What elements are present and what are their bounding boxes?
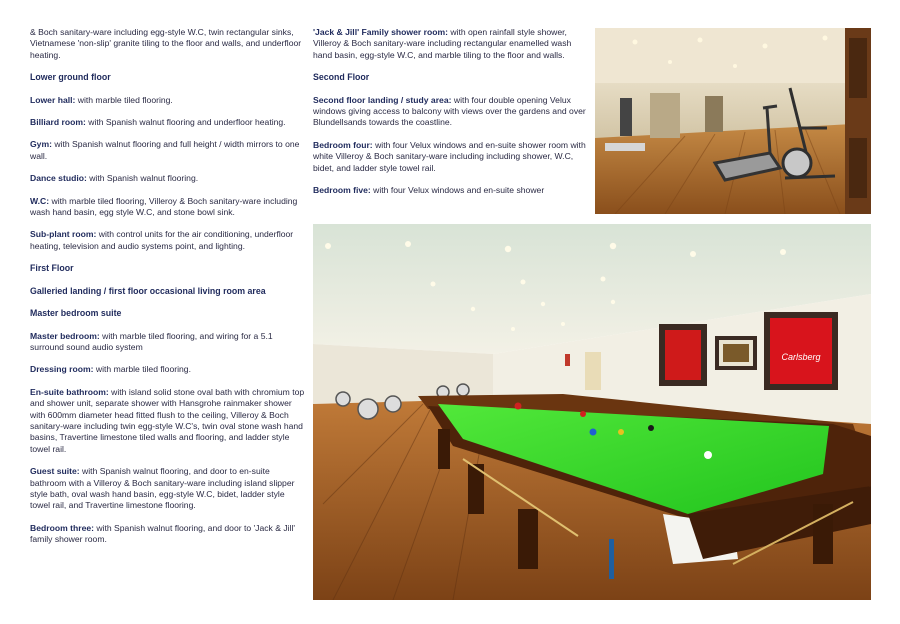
ensuite-text: with island solid stone oval bath with chromium top and shower unit, separate shower with Hansgrohe rainmaker shower with 600mm diameter head fitted flush to the ceiling, Villeroy & Boch sanitary-ware including twin egg-style W.C's, twin oval stone wash hand basins, Travertine limestone tiled walls and flooring, and ladder style towel rail.	[30, 386, 305, 454]
gym-label: Gym:	[30, 139, 52, 150]
jersey-sponsor-text: Carlsberg	[781, 352, 821, 362]
bedroom-five-label: Bedroom five:	[313, 185, 371, 196]
billiard-text: with Spanish walnut flooring and underfloor heating.	[85, 117, 286, 128]
guest-paragraph	[30, 466, 306, 512]
landing-text: with four double opening Velux windows giving access to balcony with views over the gardens and over Blundellsands towards the coastline.	[313, 94, 586, 128]
billiard-paragraph	[30, 117, 306, 128]
bedroom-three-text: with Spanish walnut flooring, and door to 'Jack & Jill' family shower room.	[30, 522, 296, 545]
jack-jill-paragraph	[313, 27, 587, 61]
bedroom-three-label: Bedroom three:	[30, 522, 94, 533]
ensuite-paragraph	[30, 387, 306, 455]
master-bedroom-text: with marble tiled flooring, and wiring for a 5.1 surround sound audio system	[30, 330, 273, 352]
wc-label: W.C:	[30, 195, 50, 206]
dance-paragraph	[30, 173, 306, 184]
master-bedroom-paragraph	[30, 331, 306, 354]
gym-text: with Spanish walnut flooring and full height / width mirrors to one wall.	[30, 139, 300, 161]
snooker-room-photo	[313, 224, 871, 600]
bedroom-four-paragraph	[313, 140, 587, 174]
guest-text: with Spanish walnut flooring, and door to en-suite bathroom with a Villeroy & Boch sanitary-ware including island slipper style bath, oval wash hand basin, egg-style W.C, bidet, ladder style towel rail, and Travertine limestone flooring.	[30, 466, 295, 511]
dance-label: Dance studio:	[30, 173, 87, 184]
dressing-paragraph	[30, 364, 306, 375]
bedroom-five-paragraph	[313, 185, 587, 196]
landing-label: Second floor landing / study area:	[313, 94, 452, 105]
billiard-label: Billiard room:	[30, 117, 86, 128]
dance-text: with Spanish walnut flooring.	[86, 173, 199, 184]
master-bedroom-label: Master bedroom:	[30, 330, 100, 341]
subplant-paragraph	[30, 229, 306, 252]
wc-paragraph	[30, 196, 306, 219]
gym-paragraph	[30, 139, 306, 162]
gym-photo	[595, 28, 871, 214]
wc-text: with marble tiled flooring, Villeroy & Boch sanitary-ware including wash hand basin, egg style W.C, and stone bowl sink.	[30, 195, 298, 218]
master-suite-heading: Master bedroom suite	[30, 308, 122, 319]
first-floor-heading: First Floor	[30, 263, 74, 274]
bedroom-three-paragraph	[30, 523, 306, 546]
guest-label: Guest suite:	[30, 466, 80, 477]
lower-hall-text: with marble tiled flooring.	[75, 94, 173, 105]
left-text-column	[30, 27, 306, 557]
lower-hall-paragraph	[30, 95, 306, 106]
bedroom-four-label: Bedroom four:	[313, 139, 373, 150]
second-floor-heading: Second Floor	[313, 72, 370, 83]
landing-paragraph	[313, 95, 587, 129]
subplant-label: Sub-plant room:	[30, 229, 97, 240]
jack-jill-label: 'Jack & Jill' Family shower room:	[313, 27, 448, 37]
lower-hall-label: Lower hall:	[30, 94, 76, 105]
galleried-landing-heading: Galleried landing / first floor occasional living room area	[30, 285, 266, 296]
bedroom-four-text: with four Velux windows and en-suite shower room with white Villeroy & Boch sanitary-ware including including shower, W.C, bidet, and ladder style towel rail.	[313, 139, 586, 173]
bedroom-five-text: with four Velux windows and en-suite shower	[370, 185, 545, 196]
ensuite-label: En-suite bathroom:	[30, 386, 109, 397]
dressing-text: with marble tiled flooring.	[93, 364, 191, 375]
intro-paragraph: & Boch sanitary-ware including egg-style W.C, twin rectangular sinks, Vietnamese 'non-slip' granite tiling to the floor and walls, and underfloor heating.	[30, 27, 302, 60]
middle-text-column	[313, 27, 587, 207]
dressing-label: Dressing room:	[30, 364, 94, 375]
lower-ground-heading: Lower ground floor	[30, 72, 111, 83]
jack-jill-text: with open rainfall style shower, Villeroy & Boch sanitary-ware including rectangular enamelled wash hand basin, egg-style W.C, and marble tiling to the floor and walls.	[313, 27, 572, 60]
subplant-text: with control units for the air conditioning, underfloor heating, television and audio systems point, and lighting.	[30, 229, 294, 251]
